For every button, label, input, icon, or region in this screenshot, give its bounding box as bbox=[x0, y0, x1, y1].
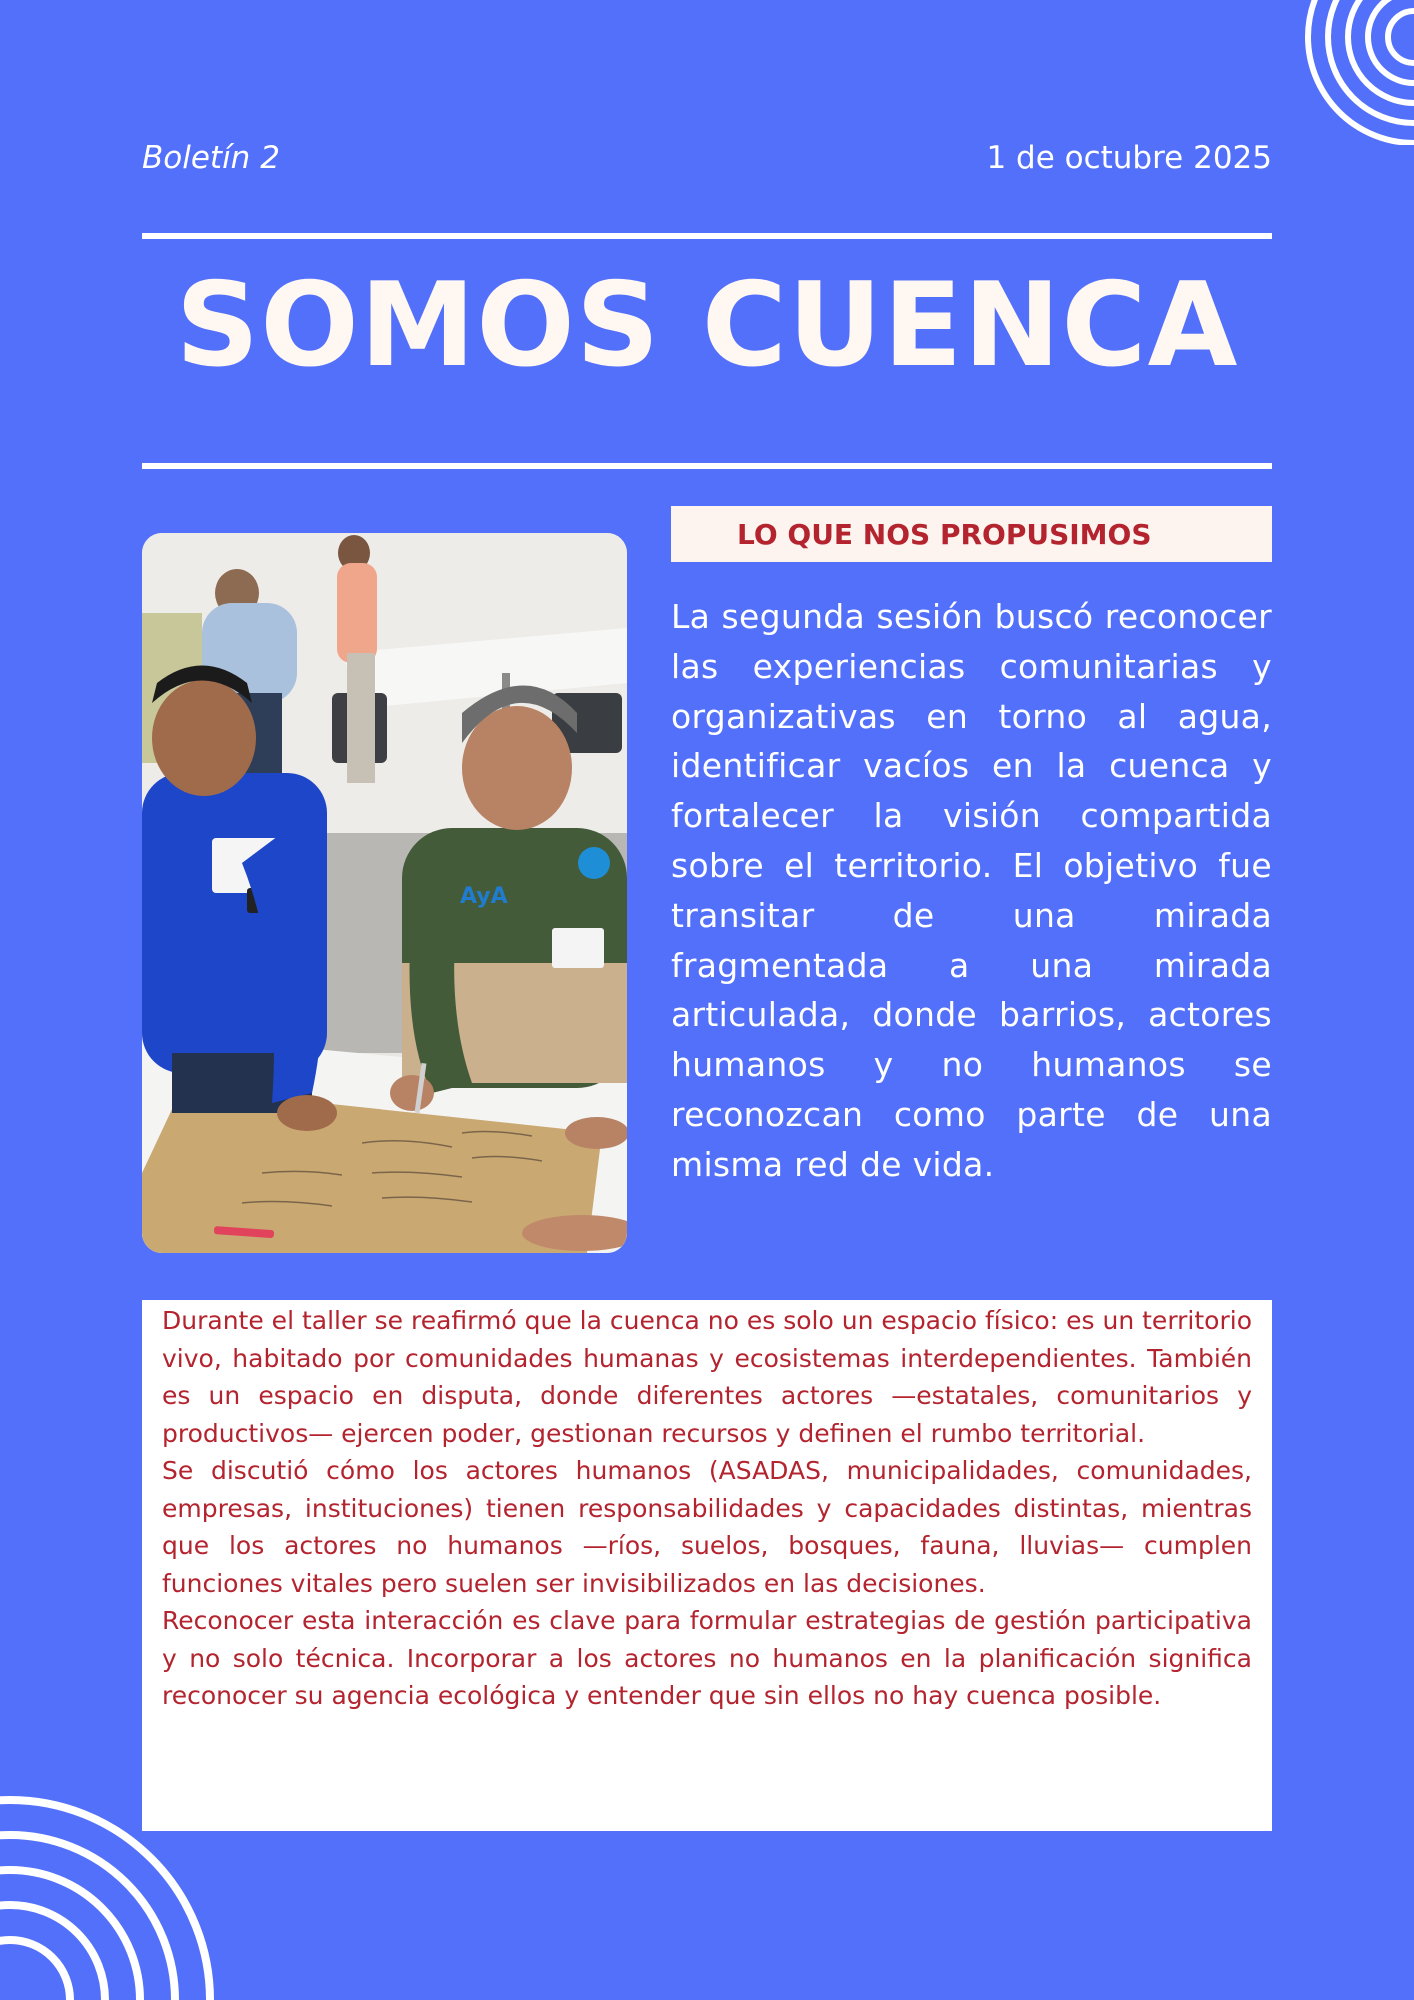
section-heading: LO QUE NOS PROPUSIMOS bbox=[671, 506, 1272, 562]
shirt-logo: AyA bbox=[460, 884, 508, 909]
issue-number: Boletín 2 bbox=[142, 140, 280, 176]
newsletter-title: SOMOS CUENCA bbox=[175, 258, 1239, 393]
divider-bottom bbox=[142, 463, 1272, 469]
body-paragraph: Durante el taller se reafirmó que la cuenca no es solo un espacio físico: es un territorio vivo, habitado por comunidades humanas y ecosistemas interdependientes. También es un espacio en disputa, donde diferentes actores —estatales, comunitarios y productivos— ejercen poder, gestionan recursos y definen el rumbo territorial. bbox=[162, 1306, 1252, 1448]
body-paragraph: Reconocer esta interacción es clave para formular estrategias de gestión participativa y no solo técnica. Incorporar a los actores no humanos en la planificación significa reconocer su agencia ecológica y entender que sin ellos no hay cuenca posible. bbox=[162, 1606, 1252, 1710]
issue-date: 1 de octubre 2025 bbox=[986, 140, 1272, 176]
section-intro-text: La segunda sesión buscó reconocer las experiencias comunitarias y organizativas en torno al agua, identificar vacíos en la cuenca y fortalecer la visión compartida sobre el territorio. El objetivo fue transitar de una mirada fragmentada a una mirada articulada, donde barrios, actores humanos y no humanos se reconozcan como parte de una misma red de vida. bbox=[671, 597, 1272, 1184]
body-paragraph: Se discutió cómo los actores humanos (ASADAS, municipalidades, comunidades, empresas, instituciones) tienen responsabilidades y capacidades distintas, mientras que los actores no humanos —ríos, suelos, bosques, fauna, lluvias— cumplen funciones vitales pero suelen ser invisibilizados en las decisiones. bbox=[162, 1456, 1252, 1598]
concentric-arcs-top-right bbox=[1254, 0, 1414, 145]
workshop-photo bbox=[142, 533, 627, 1253]
workshop-photo-illustration bbox=[142, 533, 627, 1253]
divider-top bbox=[142, 233, 1272, 239]
body-text-box bbox=[142, 1300, 1272, 1831]
